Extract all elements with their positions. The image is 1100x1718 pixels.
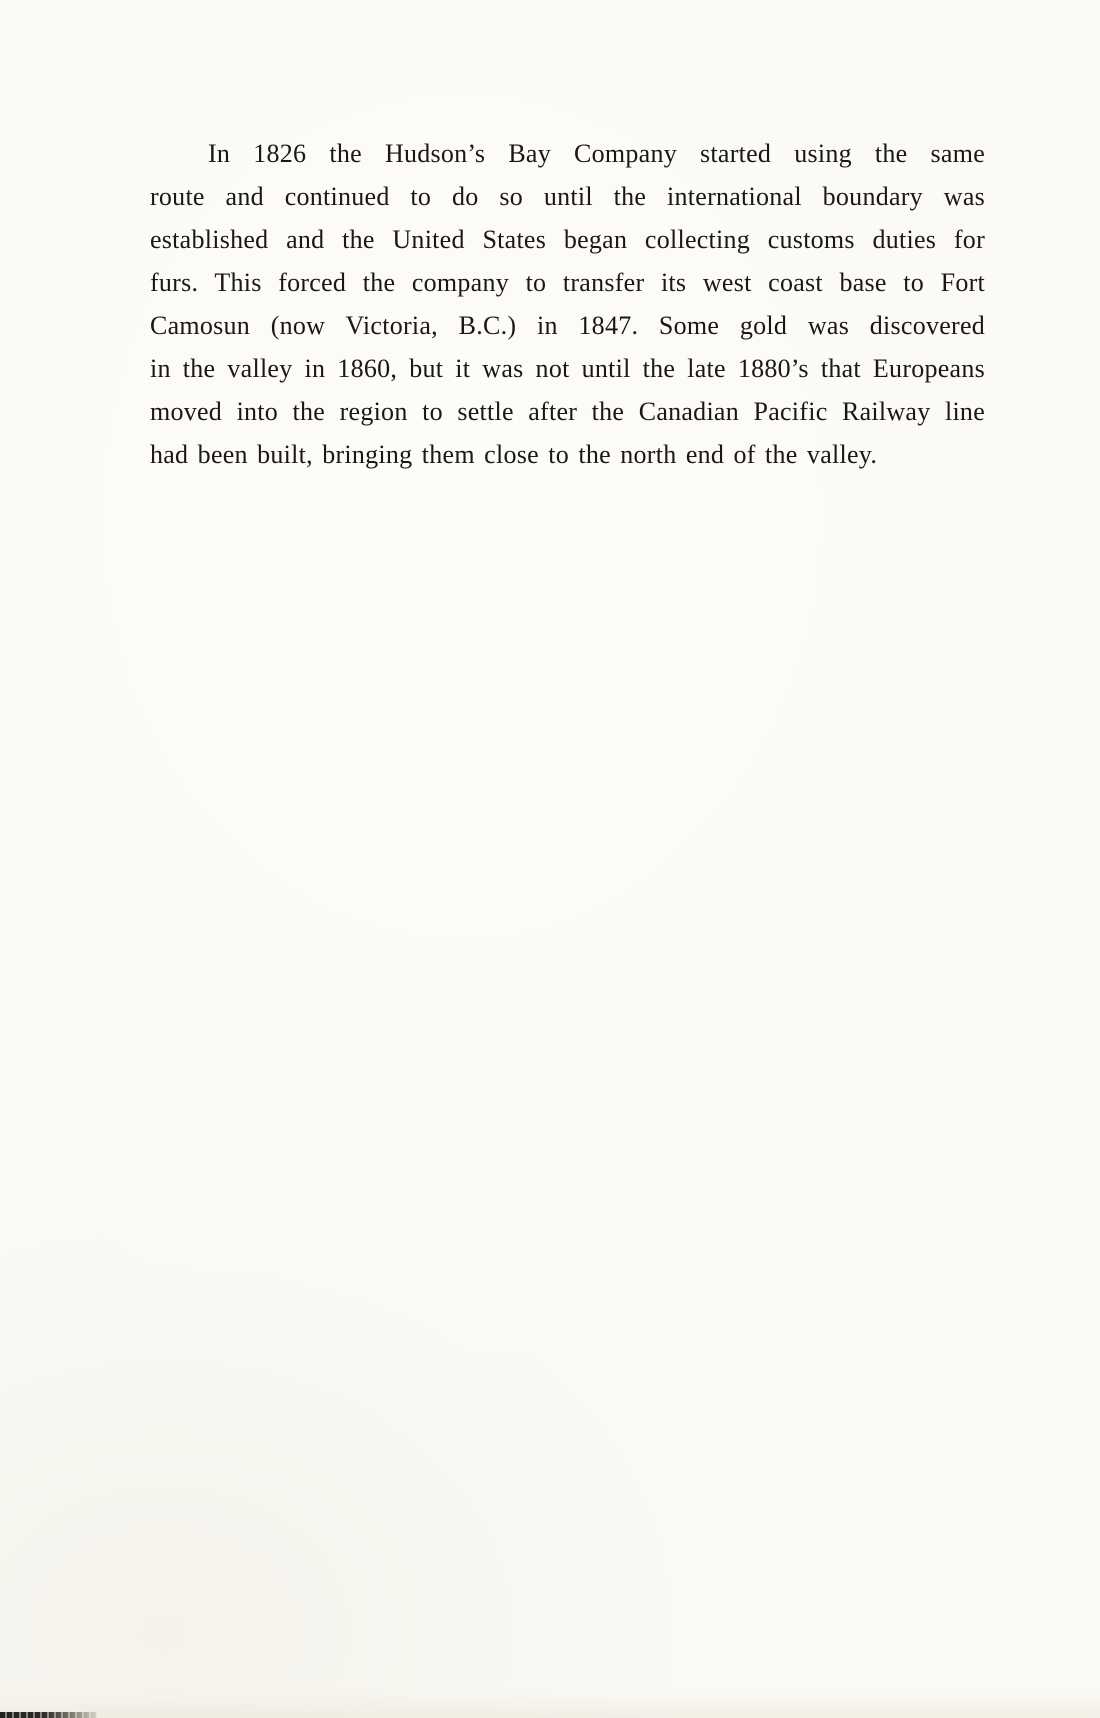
paragraph-line: established and the United States began collecting customs duties for — [150, 225, 985, 254]
paragraph-line: moved into the region to settle after the Canadian Pacific Railway line — [150, 397, 985, 426]
body-paragraph — [150, 132, 985, 476]
paragraph-line: in the valley in 1860, but it was not until the late 1880’s that Europeans — [150, 354, 985, 383]
paragraph-line: furs. This forced the company to transfer its west coast base to Fort — [150, 268, 985, 297]
paragraph-line: Camosun (now Victoria, B.C.) in 1847. Some gold was discovered — [150, 311, 985, 340]
paragraph-line: In 1826 the Hudson’s Bay Company started using the same — [208, 139, 985, 168]
bottom-scan-shade — [0, 1692, 1100, 1718]
scanner-edge-artifact — [0, 1712, 97, 1718]
paragraph-line: route and continued to do so until the international boundary was — [150, 182, 985, 211]
paragraph-line: had been built, bringing them close to the north end of the valley. — [150, 440, 878, 469]
